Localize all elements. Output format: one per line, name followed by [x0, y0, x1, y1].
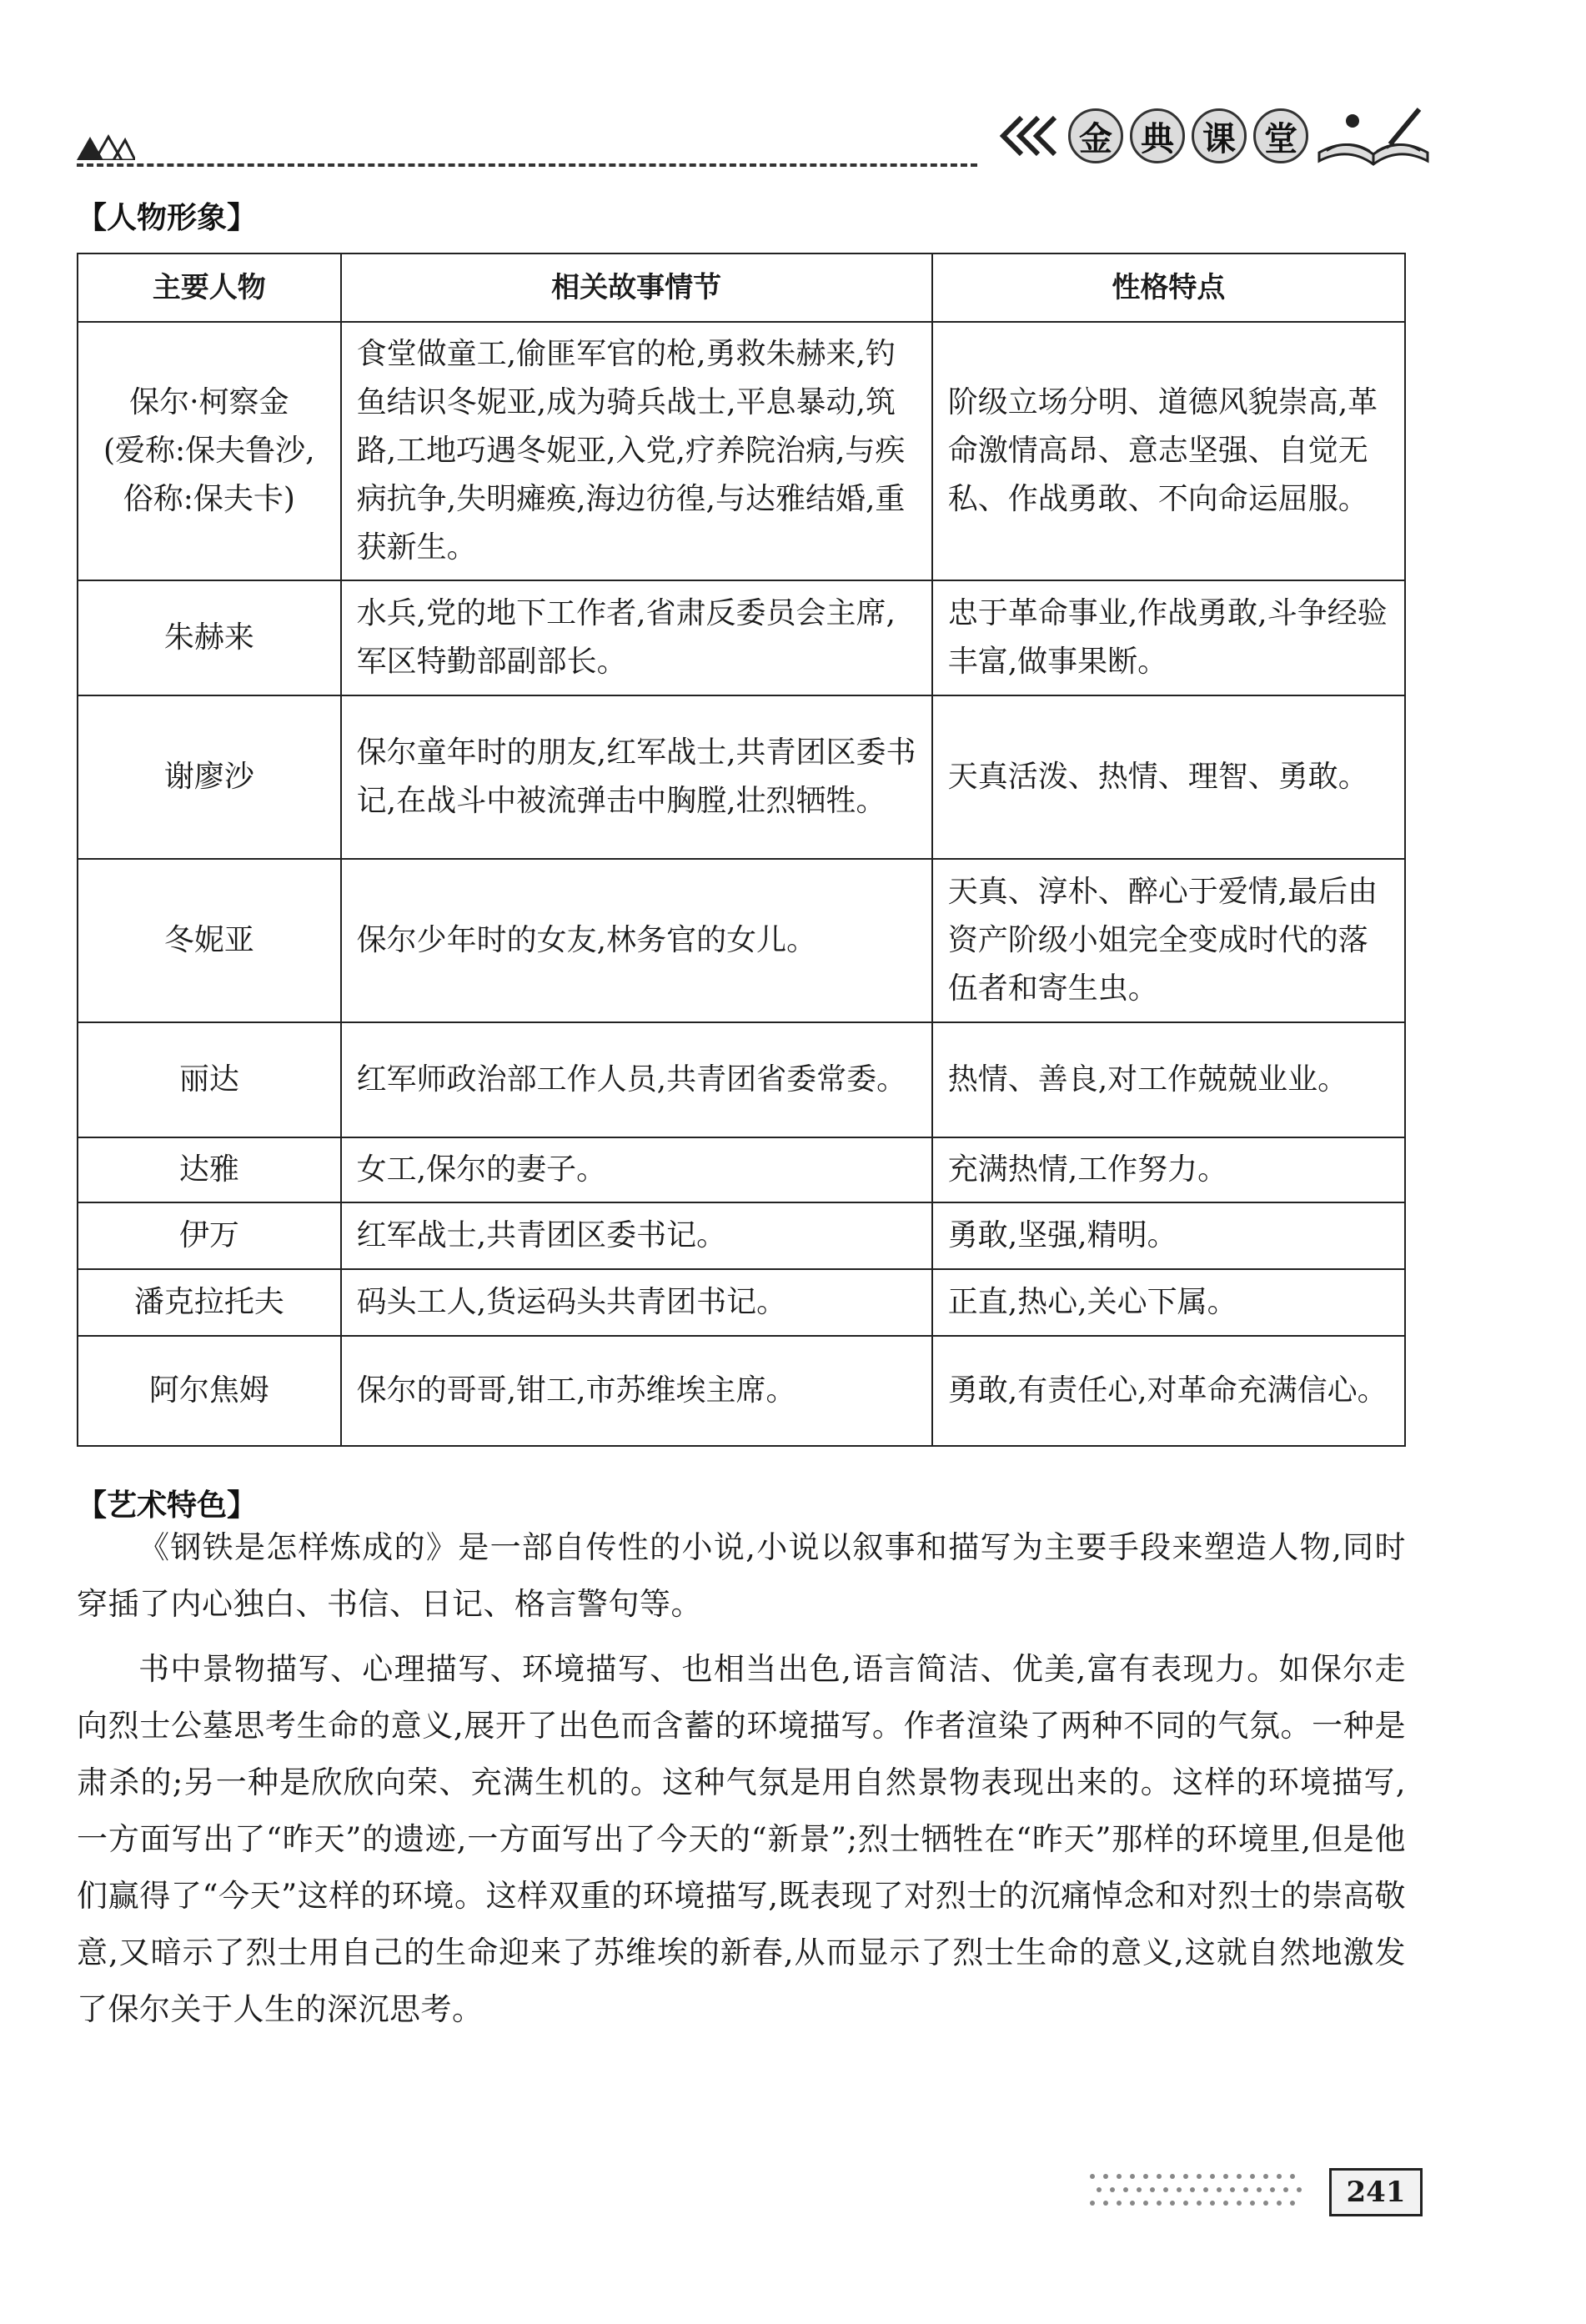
character-traits: 忠于革命事业,作战勇敢,斗争经验丰富,做事果断。: [932, 580, 1405, 695]
table-row: [78, 580, 1405, 695]
table-row: [78, 1137, 1405, 1202]
brand-char-2: 典: [1130, 108, 1185, 163]
header-brand: [996, 98, 1432, 173]
character-plot: 食堂做童工,偷匪军官的枪,勇救朱赫来,钓鱼结识冬妮亚,成为骑兵战士,平息暴动,筑路,工地巧遇冬妮亚,入党,疗养院治病,与疾病抗争,失明瘫痪,海边彷徨,与达雅结婚,重获新生。: [341, 322, 932, 580]
character-name: 朱赫来: [78, 580, 341, 695]
character-plot: 保尔少年时的女友,林务官的女儿。: [341, 859, 932, 1022]
brand-char-3: 课: [1192, 108, 1247, 163]
header-traits: 性格特点: [932, 253, 1405, 322]
character-plot: 码头工人,货运码头共青团书记。: [341, 1269, 932, 1336]
character-plot: 保尔童年时的朋友,红军战士,共青团区委书记,在战斗中被流弹击中胸膛,壮烈牺牲。: [341, 695, 932, 859]
character-traits: 阶级立场分明、道德风貌崇高,革命激情高昂、意志坚强、自觉无私、作战勇敢、不向命运屈服。: [932, 322, 1405, 580]
character-plot: 保尔的哥哥,钳工,市苏维埃主席。: [341, 1336, 932, 1446]
character-traits: 勇敢,有责任心,对革命充满信心。: [932, 1336, 1405, 1446]
character-name: 冬妮亚: [78, 859, 341, 1022]
header-plot: 相关故事情节: [341, 253, 932, 322]
character-traits: 天真活泼、热情、理智、勇敢。: [932, 695, 1405, 859]
page-number: 241: [1329, 2168, 1423, 2216]
section-title-art: 【艺术特色】: [77, 1488, 258, 1523]
table-row: [78, 695, 1405, 859]
art-paragraph-1: 《钢铁是怎样炼成的》是一部自传性的小说,小说以叙事和描写为主要手段来塑造人物,同时穿插了内心独白、书信、日记、格言警句等。: [77, 1529, 1406, 1622]
character-plot: 红军战士,共青团区委书记。: [341, 1202, 932, 1269]
table-row: [78, 859, 1405, 1022]
table-row: [78, 1269, 1405, 1336]
table-header-row: [78, 253, 1405, 322]
character-name: 保尔·柯察金 (爱称:保夫鲁沙, 俗称:保夫卡): [78, 322, 341, 580]
table-row: [78, 1336, 1405, 1446]
character-name: 潘克拉托夫: [78, 1269, 341, 1336]
header-dashed-rule: [77, 163, 977, 167]
character-plot: 水兵,党的地下工作者,省肃反委员会主席,军区特勤部副部长。: [341, 580, 932, 695]
art-paragraph-2: 书中景物描写、心理描写、环境描写、也相当出色,语言简洁、优美,富有表现力。如保尔走向烈士公墓思考生命的意义,展开了出色而含蓄的环境描写。作者渲染了两种不同的气氛。一种是肃杀的;另一种是欣欣向荣、充满生机的。这种气氛是用自然景物表现出来的。这样的环境描写,一方面写出了“昨天”的遗迹,一方面写出了今天的“新景”;烈士牺牲在“昨天”那样的环境里,但是他们赢得了“今天”这样的环境。这样双重的环境描写,既表现了对烈士的沉痛悼念和对烈士的崇高敬意,又暗示了烈士用自己的生命迎来了苏维埃的新春,从而显示了烈士生命的意义,这就自然地激发了保尔关于人生的深沉思考。: [77, 1651, 1406, 2027]
chevrons-icon: [996, 111, 1062, 161]
character-name: 谢廖沙: [78, 695, 341, 859]
brand-char-1: 金: [1068, 108, 1123, 163]
character-name: 伊万: [78, 1202, 341, 1269]
character-plot: 红军师政治部工作人员,共青团省委常委。: [341, 1022, 932, 1137]
table-row: [78, 1022, 1405, 1137]
footer-dots-decoration: [1084, 2168, 1305, 2218]
open-book-pen-icon: [1315, 103, 1432, 169]
character-traits: 热情、善良,对工作兢兢业业。: [932, 1022, 1405, 1137]
character-traits: 充满热情,工作努力。: [932, 1137, 1405, 1202]
character-name: 阿尔焦姆: [78, 1336, 341, 1446]
character-name: 达雅: [78, 1137, 341, 1202]
character-name: 丽达: [78, 1022, 341, 1137]
brand-char-4: 堂: [1253, 108, 1308, 163]
character-traits: 正直,热心,关心下属。: [932, 1269, 1405, 1336]
character-plot: 女工,保尔的妻子。: [341, 1137, 932, 1202]
section-title-characters: 【人物形象】: [77, 201, 258, 235]
header-triangles-icon: [77, 132, 135, 160]
character-traits: 天真、淳朴、醉心于爱情,最后由资产阶级小姐完全变成时代的落伍者和寄生虫。: [932, 859, 1405, 1022]
header-main-character: 主要人物: [78, 253, 341, 322]
table-row: [78, 1202, 1405, 1269]
character-traits: 勇敢,坚强,精明。: [932, 1202, 1405, 1269]
characters-table: [77, 253, 1406, 1447]
table-row: [78, 322, 1405, 580]
